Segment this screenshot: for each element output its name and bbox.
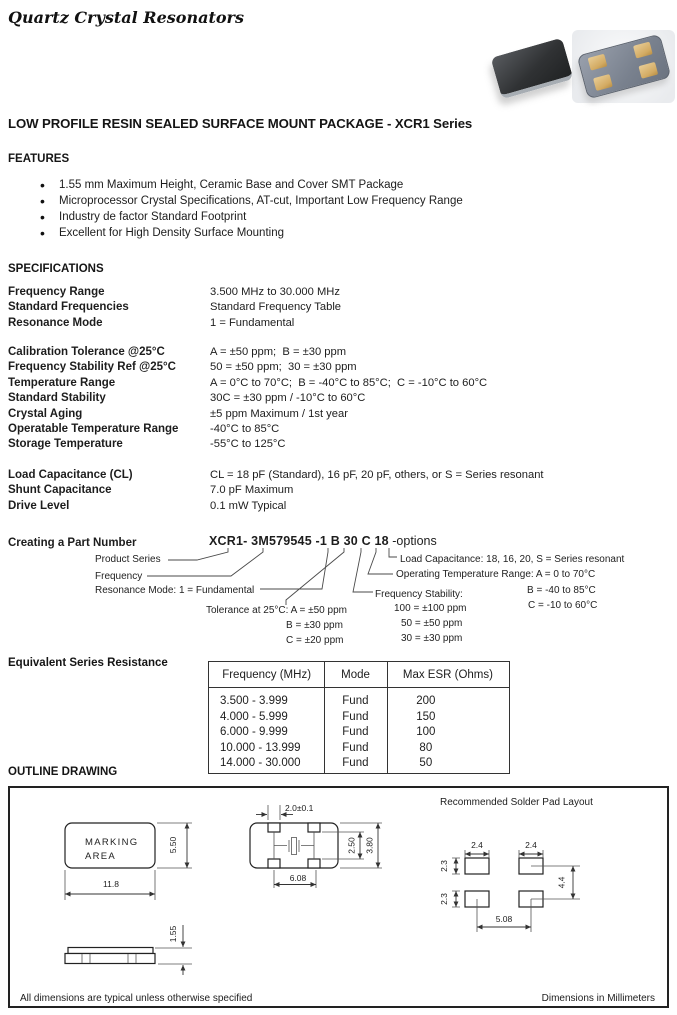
dim-2-3: 2.3 xyxy=(439,860,449,872)
esr-cell: 200 xyxy=(416,695,436,707)
features-list xyxy=(38,177,463,241)
callout-line-resonance xyxy=(260,548,328,589)
feature-text: Industry de factor Standard Footprint xyxy=(59,211,247,223)
esr-cell: Fund xyxy=(342,757,369,769)
outline-heading: OUTLINE DRAWING xyxy=(8,766,118,778)
callout-resonance-mode: Resonance Mode: 1 = Fundamental xyxy=(95,585,255,596)
spec-label: Frequency Stability Ref @25°C xyxy=(8,361,176,374)
feature-item xyxy=(38,225,463,241)
callout-stability-30: 30 = ±30 ppm xyxy=(401,633,463,644)
part-number-example xyxy=(209,534,437,548)
spec-value: 50 = ±50 ppm; 30 = ±30 ppm xyxy=(210,361,357,374)
electrode-pad xyxy=(308,823,320,832)
spec-label: Crystal Aging xyxy=(8,407,83,420)
esr-col-header: Mode xyxy=(341,668,370,681)
solder-pad-layout-drawing xyxy=(439,797,593,932)
spec-label: Standard Stability xyxy=(8,392,106,405)
solder-pad-outline xyxy=(465,858,489,874)
electrode-pad xyxy=(268,823,280,832)
callout-stability-title: Frequency Stability: xyxy=(375,589,463,600)
callout-stability-50: 50 = ±50 ppm xyxy=(401,618,463,629)
dim-2-3: 2.3 xyxy=(439,893,449,905)
feature-item xyxy=(38,177,463,193)
spec-row xyxy=(8,407,487,422)
esr-cell: 50 xyxy=(419,757,433,769)
dim-2-0: 2.0±0.1 xyxy=(285,803,314,813)
spec-label: Temperature Range xyxy=(8,376,116,389)
callout-line-product-series xyxy=(168,548,228,560)
spec-group-capacitance xyxy=(8,468,544,514)
solder-pad-layout-title: Recommended Solder Pad Layout xyxy=(440,797,593,808)
spec-group-stability xyxy=(8,345,487,453)
esr-cell: 150 xyxy=(416,710,436,723)
spec-value: -40°C to 85°C xyxy=(210,423,280,436)
spec-value: 30C = ±30 ppm / -10°C to 60°C xyxy=(210,392,366,405)
spec-value: A = ±50 ppm; B = ±30 ppm xyxy=(210,346,347,358)
spec-row xyxy=(8,483,544,498)
crystal-package-top-photo xyxy=(491,38,574,100)
esr-cell: 3.500 - 3.999 xyxy=(220,695,288,707)
dim-2-4: 2.4 xyxy=(525,840,537,850)
esr-cell: Fund xyxy=(342,726,369,738)
callout-load-capacitance: Load Capacitance: 18, 16, 20, S = Series resonant xyxy=(400,554,625,565)
esr-cell: 14.000 - 30.000 xyxy=(220,757,301,769)
dim-5-08: 5.08 xyxy=(495,914,513,924)
solder-pad-photo xyxy=(633,42,653,59)
callout-line-tolerance xyxy=(286,548,344,605)
spec-row xyxy=(8,468,544,483)
part-number-heading: Creating a Part Number xyxy=(8,537,137,549)
dim-5-50: 5.50 xyxy=(168,836,178,854)
esr-table xyxy=(208,661,510,774)
dim-11-8: 11.8 xyxy=(103,879,119,889)
extension-lines xyxy=(155,948,192,964)
spec-row xyxy=(8,499,544,514)
package-cover-profile xyxy=(68,948,153,954)
spec-value: ±5 ppm Maximum / 1st year xyxy=(210,407,348,420)
spec-row xyxy=(8,376,487,391)
esr-cell: Fund xyxy=(342,741,369,754)
spec-label: Standard Frequencies xyxy=(8,301,129,314)
main-heading: LOW PROFILE RESIN SEALED SURFACE MOUNT PACKAGE - XCR1 Series xyxy=(8,116,473,131)
esr-cell: Fund xyxy=(342,695,369,707)
dim-1-55: 1.55 xyxy=(168,925,178,943)
outline-footer-left: All dimensions are typical unless otherwise specified xyxy=(20,993,253,1004)
callout-op-temp-b: B = -40 to 85°C xyxy=(527,585,596,596)
callout-product-series: Product Series xyxy=(95,554,161,565)
callout-line-load-cap xyxy=(389,548,397,557)
solder-pad-photo xyxy=(638,62,658,79)
callout-op-temp-c: C = -10 to 60°C xyxy=(528,600,598,611)
callout-tolerance-c: C = ±20 ppm xyxy=(286,635,344,646)
spec-value: 7.0 pF Maximum xyxy=(210,484,294,497)
part-number-options: -options xyxy=(388,534,437,548)
esr-row xyxy=(209,756,509,772)
esr-cell: 100 xyxy=(416,726,436,738)
feature-text: Excellent for High Density Surface Mounting xyxy=(59,227,284,239)
spec-value: CL = 18 pF (Standard), 16 pF, 20 pF, others, or S = Series resonant xyxy=(210,469,544,481)
spec-row xyxy=(8,360,487,375)
esr-cell: 4.000 - 5.999 xyxy=(220,710,288,723)
spec-label: Load Capacitance (CL) xyxy=(8,469,133,481)
spec-value: 0.1 mW Typical xyxy=(210,499,287,512)
dim-2-4: 2.4 xyxy=(471,840,483,850)
spec-row xyxy=(8,437,487,452)
esr-cell: Fund xyxy=(342,710,369,723)
spec-label: Operatable Temperature Range xyxy=(8,423,179,436)
spec-row xyxy=(8,391,487,406)
solder-pad-photo xyxy=(593,74,613,91)
callout-line-stability xyxy=(353,548,373,592)
outline-drawing xyxy=(10,788,667,1006)
spec-value: Standard Frequency Table xyxy=(210,301,342,314)
side-view-drawing xyxy=(65,925,192,975)
spec-label: Drive Level xyxy=(8,499,70,512)
esr-row xyxy=(209,694,509,710)
callout-op-temp-a: Operating Temperature Range: A = 0 to 70°C xyxy=(396,569,596,580)
marking-area-label: AREA xyxy=(85,851,117,862)
spec-value: 1 = Fundamental xyxy=(210,316,295,329)
feature-text: 1.55 mm Maximum Height, Ceramic Base and Cover SMT Package xyxy=(59,179,404,191)
spec-row xyxy=(8,316,341,331)
spec-row xyxy=(8,345,487,360)
outline-footer-right: Dimensions in Millimeters xyxy=(541,993,655,1004)
marking-area-label: MARKING xyxy=(85,837,139,848)
esr-heading: Equivalent Series Resistance xyxy=(8,657,168,669)
spec-row xyxy=(8,422,487,437)
callout-line-op-temp xyxy=(368,548,393,574)
electrode-pad xyxy=(308,859,320,868)
page-title: Quartz Crystal Resonators xyxy=(8,8,244,27)
callout-tolerance-a: Tolerance at 25°C: A = ±50 ppm xyxy=(206,605,347,616)
dim-2-50: 2.50 xyxy=(346,837,357,854)
spec-row xyxy=(8,285,341,300)
esr-cell: 6.000 - 9.999 xyxy=(220,726,288,738)
bottom-view-drawing xyxy=(250,803,382,888)
extension-lines xyxy=(268,805,280,820)
outline-drawing-box xyxy=(8,786,669,1008)
callout-line-frequency xyxy=(147,548,263,576)
dim-3-80: 3.80 xyxy=(364,837,375,854)
part-number-value: XCR1- 3M579545 -1 B 30 C 18 xyxy=(209,534,389,548)
dim-4-4: 4.4 xyxy=(556,876,567,889)
esr-row xyxy=(209,725,509,741)
esr-row xyxy=(209,710,509,726)
feature-text: Microprocessor Crystal Specifications, AT-cut, Important Low Frequency Range xyxy=(59,195,463,207)
solder-pad-photo xyxy=(588,54,608,71)
esr-table-body xyxy=(209,694,509,772)
feature-item xyxy=(38,193,463,209)
spec-value: -55°C to 125°C xyxy=(210,438,286,451)
esr-row xyxy=(209,741,509,757)
spec-label: Resonance Mode xyxy=(8,316,103,329)
features-heading: FEATURES xyxy=(8,153,70,165)
feature-item xyxy=(38,209,463,225)
top-view-drawing xyxy=(65,823,192,900)
callout-frequency: Frequency xyxy=(95,571,143,582)
package-base-profile xyxy=(65,954,155,964)
spec-label: Storage Temperature xyxy=(8,438,123,451)
electrode-pad xyxy=(268,859,280,868)
package-bottom-outline xyxy=(250,823,338,868)
spec-group-frequency xyxy=(8,285,341,331)
callout-stability-100: 100 = ±100 ppm xyxy=(394,603,467,614)
callout-tolerance-b: B = ±30 ppm xyxy=(286,620,343,631)
spec-label: Frequency Range xyxy=(8,286,105,298)
spec-row xyxy=(8,300,341,315)
spec-value: 3.500 MHz to 30.000 MHz xyxy=(210,286,340,298)
spec-value: A = 0°C to 70°C; B = -40°C to 85°C; C = -10°C to 60°C xyxy=(210,376,488,389)
esr-cell: 10.000 - 13.999 xyxy=(220,741,301,754)
spec-label: Shunt Capacitance xyxy=(8,484,112,497)
specifications-heading: SPECIFICATIONS xyxy=(8,263,104,275)
esr-cell: 80 xyxy=(419,741,433,754)
spec-label: Calibration Tolerance @25°C xyxy=(8,346,165,358)
dim-6-08: 6.08 xyxy=(289,873,307,883)
esr-col-header: Max ESR (Ohms) xyxy=(402,668,493,681)
esr-col-header: Frequency (MHz) xyxy=(222,668,312,681)
esr-table-header xyxy=(209,662,509,688)
